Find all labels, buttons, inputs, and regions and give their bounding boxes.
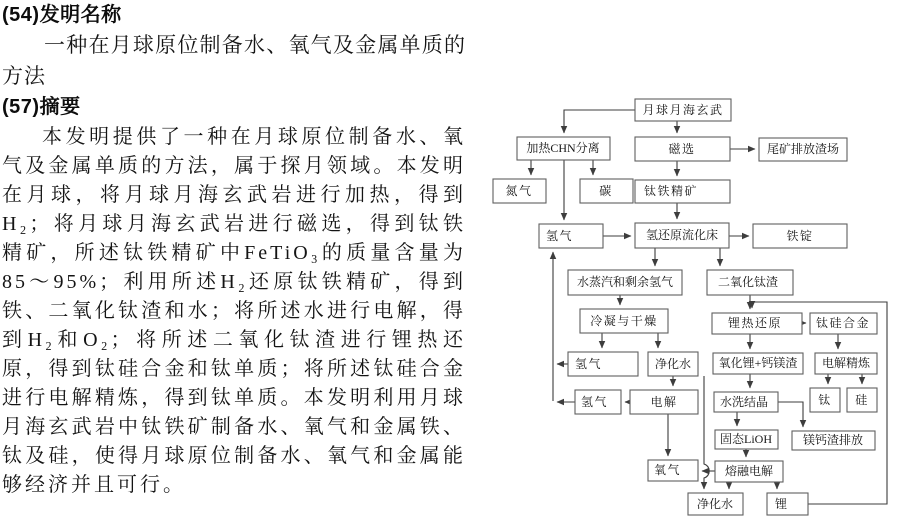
flow-arrow [778, 402, 803, 427]
abstract-text: 本发明提供了一种在月球原位制备水、氧气及金属单质的方法，属于探月领域。本发明在月球，将月球月海玄武岩进行加热，得到H₂；将月球月海玄武岩进行磁选，得到钛铁精矿，所述钛铁精矿中FeTiO₃的质量含量为85～95%；利用所述H₂还原钛铁精矿，得到铁、二氧化钛渣和水；将所述水进行电解，得到H₂和O₂；将所述二氧化钛渣进行锂热还原，得到钛硅合金和钛单质；将所述钛硅合金进行电解精炼，得到钛单质。本发明利用月球月海玄武岩中钛铁矿制备水、氧气和金属铁、钛及硅，使得月球原位制备水、氧气和金属能够经济并且可行。 [2, 126, 466, 496]
flow-node-nitrogen [493, 179, 546, 203]
node-label: 钛 [818, 393, 832, 407]
node-label: 熔融电解 [724, 464, 774, 478]
flow-node-molten-electrolysis [715, 461, 783, 482]
flow-node-ilmenite-concentrate [635, 180, 730, 203]
node-label: 二氧化钛渣 [717, 275, 779, 289]
node-label: 净化水 [696, 497, 734, 511]
flow-node-carbon [580, 179, 633, 203]
node-label: 氢气 [581, 395, 609, 409]
node-label: 净化水 [654, 357, 692, 371]
flow-node-water-wash-crystallization [714, 392, 778, 412]
node-label: 氧化锂+钙镁渣 [718, 356, 798, 370]
flow-node-tailings-yard [759, 138, 847, 161]
node-label: 冷凝与干燥 [590, 314, 658, 328]
node-label: 锂热还原 [727, 316, 783, 330]
flow-node-titanium [810, 388, 840, 412]
node-label: 磁选 [668, 142, 696, 156]
node-label: 电解 [650, 395, 678, 409]
node-label: 氢气 [575, 357, 603, 371]
flow-node-hydrogen-reduction-fluidized-bed [635, 223, 729, 248]
flow-node-hydrogen-1 [568, 352, 638, 376]
node-label: 水洗结晶 [719, 395, 769, 409]
node-label: 铁锭 [786, 229, 814, 243]
node-label: 钛硅合金 [815, 316, 871, 330]
node-label: 氢还原流化床 [645, 228, 719, 242]
field-54-heading: (54)发明名称 [2, 4, 122, 26]
flow-node-electrolytic-refining [815, 353, 877, 374]
flow-node-lithium-thermal-reduction [712, 313, 802, 334]
flow-node-iron-ingot [753, 224, 847, 248]
flow-arrow [704, 376, 709, 489]
node-label: 固态LiOH [720, 432, 772, 446]
node-label: 钛铁精矿 [643, 184, 699, 198]
flow-node-li2o-camg-slag [713, 353, 803, 374]
flow-node-oxygen [648, 460, 698, 481]
flow-node-heating-chn [517, 137, 610, 160]
flow-node-tisi-alloy [810, 313, 877, 334]
node-label: 电解精炼 [821, 356, 871, 370]
node-label: 尾矿排放渣场 [766, 142, 840, 156]
node-label: 氧气 [654, 463, 682, 477]
node-label: 水蒸汽和剩余氢气 [576, 275, 674, 289]
flow-node-lithium [767, 493, 808, 515]
node-label: 氢气 [546, 229, 574, 243]
flow-node-purified-water-top [648, 352, 698, 376]
flow-node-solid-lioh [715, 430, 778, 449]
invention-title: 一种在月球原位制备水、氧气及金属单质的方法 [2, 33, 466, 88]
flow-node-tio2-slag [707, 270, 793, 295]
flow-node-purified-water-bottom [688, 493, 743, 515]
flow-node-steam-residual-hydrogen [568, 270, 682, 295]
flow-node-silicon [847, 388, 877, 412]
node-label: 加热CHN分离 [526, 141, 600, 155]
flow-node-electrolysis [630, 390, 698, 414]
flow-node-mgca-slag-discharge [792, 431, 875, 450]
field-57-heading: (57)摘要 [2, 96, 81, 118]
node-label: 镁钙渣排放 [802, 433, 864, 447]
node-label: 氮气 [505, 184, 533, 198]
flow-node-basalt [635, 99, 731, 121]
flow-node-hydrogen-top [539, 224, 603, 248]
node-label: 锂 [775, 497, 789, 511]
flow-node-condensation-drying [580, 309, 668, 333]
flow-arrow [564, 110, 635, 133]
node-label: 碳 [599, 184, 613, 198]
flow-node-magnetic-separation [635, 137, 730, 161]
flow-node-hydrogen-2 [575, 390, 621, 414]
node-label: 月球月海玄武 [642, 103, 724, 117]
node-label: 硅 [855, 393, 869, 407]
